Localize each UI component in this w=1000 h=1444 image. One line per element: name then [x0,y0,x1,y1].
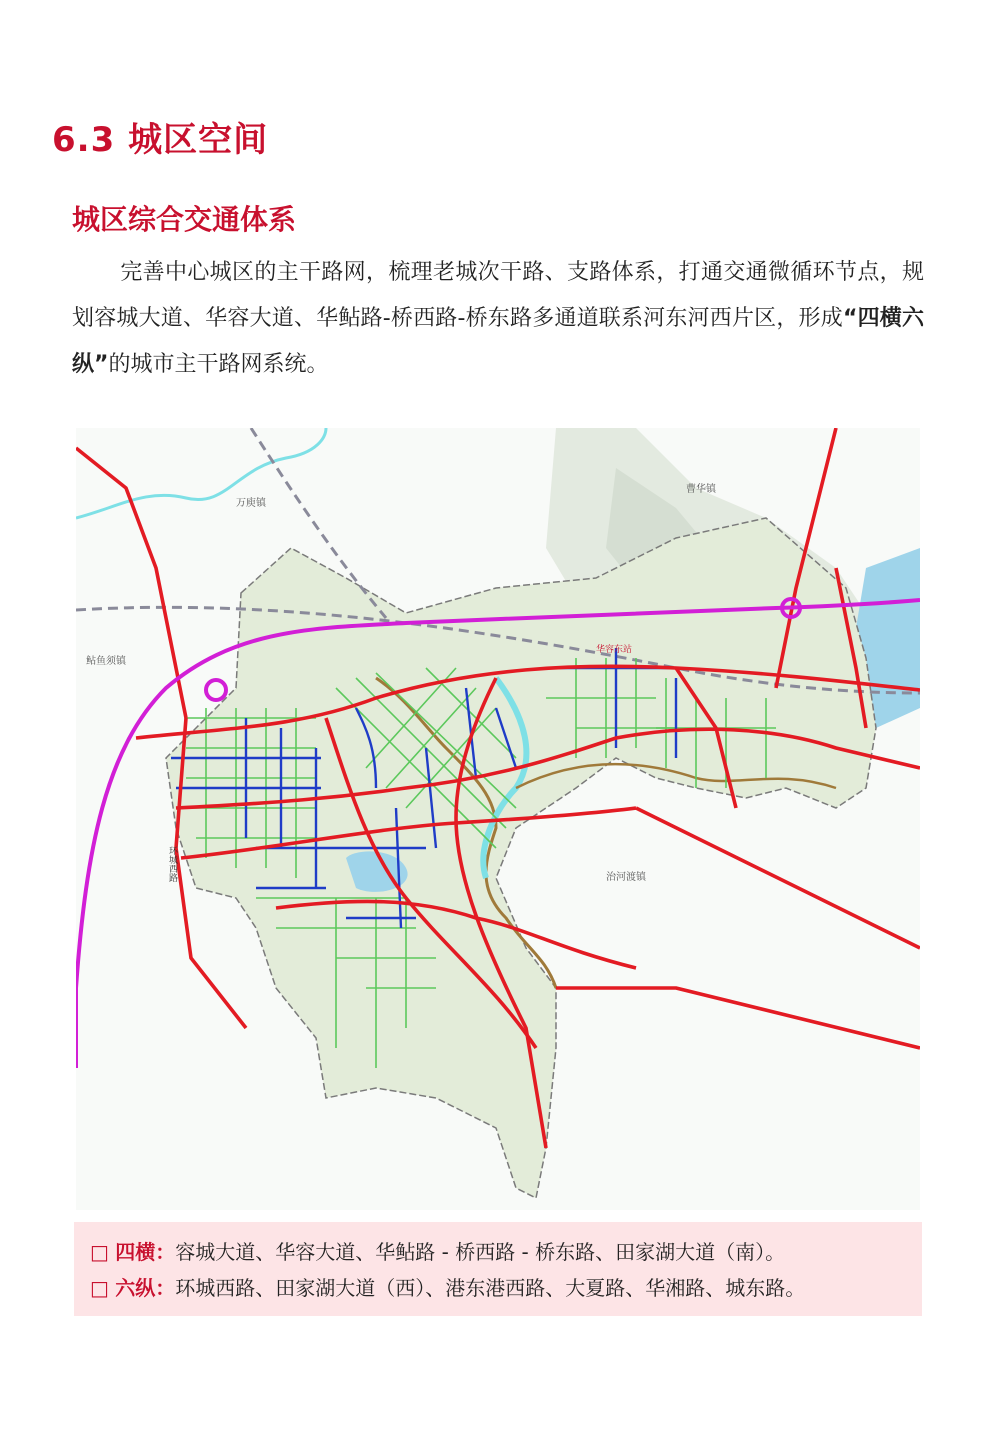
label-zhihe-town: 治河渡镇 [606,872,646,883]
label-nianyu-town: 鲇鱼须镇 [86,656,126,667]
label-huancheng-west-road: 环城西路 [167,846,177,882]
legend-label-vertical: 六纵： [115,1276,176,1300]
paragraph-part-2: 的城市主干路网系统。 [108,352,329,377]
legend-checkbox-icon: □ [90,1276,109,1300]
legend-row-vertical [90,1270,922,1306]
label-caohua-town: 曹华镇 [686,484,716,495]
subsection-title: 城区综合交通体系 [72,203,297,236]
body-paragraph [72,250,924,388]
road-network-map [76,428,920,1210]
map-svg [76,428,920,1210]
legend-label-horizontal: 四横： [115,1240,176,1264]
legend-text-horizontal: 容城大道、华容大道、华鲇路 - 桥西路 - 桥东路、田家湖大道（南）。 [175,1240,786,1264]
legend-checkbox-icon: □ [90,1240,109,1264]
legend-text-vertical: 环城西路、田家湖大道（西）、港东港西路、大夏路、华湘路、城东路。 [175,1276,806,1300]
legend-row-horizontal [90,1234,922,1270]
legend-box [74,1222,922,1316]
paragraph-emphasis: “四横六纵” [72,306,924,377]
paragraph-part-1: 完善中心城区的主干路网，梳理老城次干路、支路体系，打通交通微循环节点，规划容城大道、华容大道、华鲇路-桥西路-桥东路多通道联系河东河西片区，形成 [72,260,924,331]
section-title: 6.3 城区空间 [52,120,269,160]
label-huarong-station: 华容东站 [596,645,633,655]
label-wanyu-town: 万庾镇 [236,498,266,509]
